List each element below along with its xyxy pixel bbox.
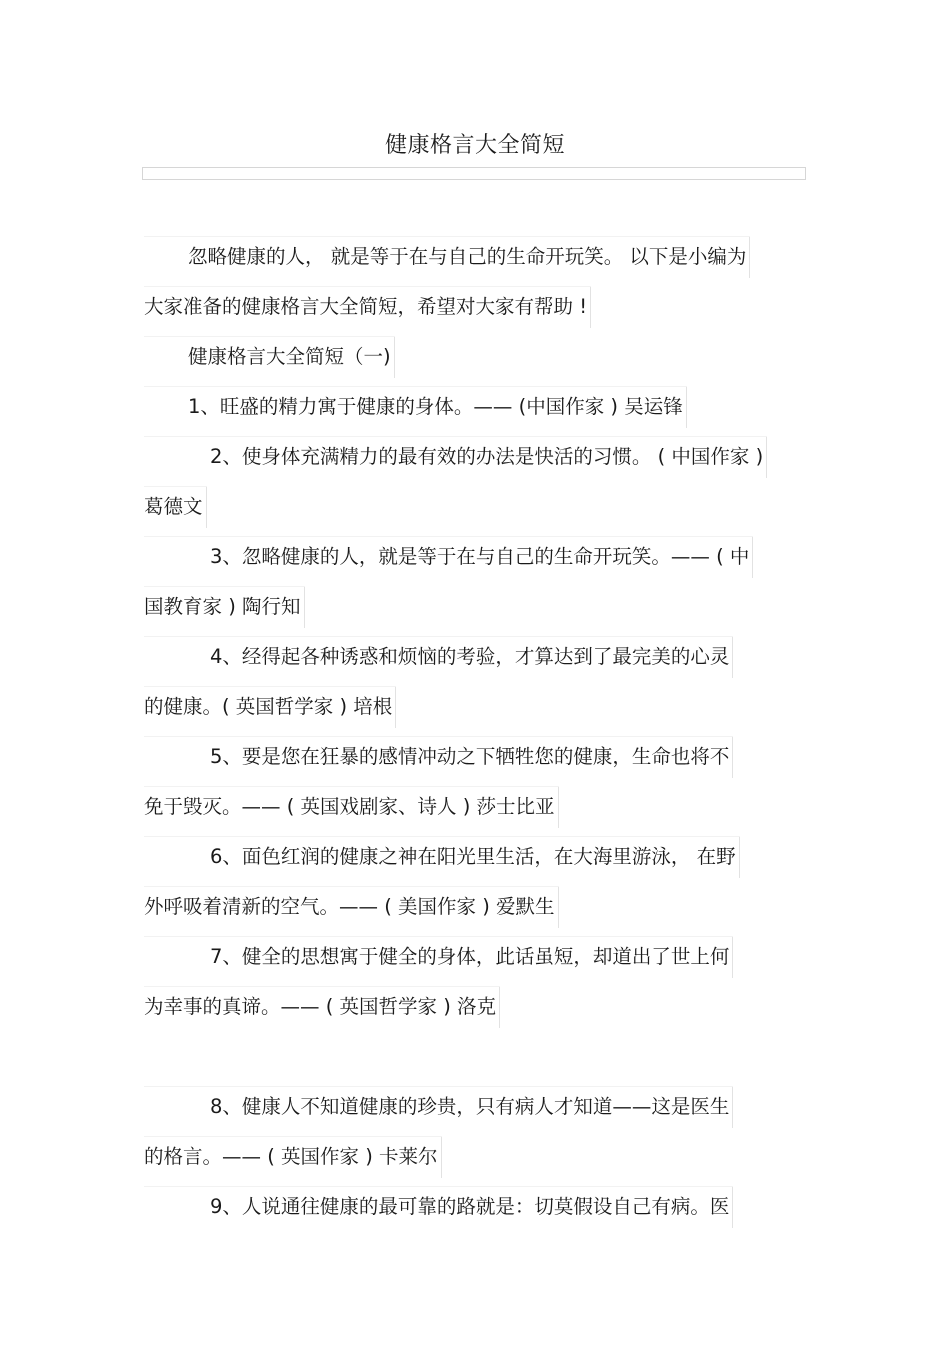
quote-line: 9、人说通往健康的最可靠的路就是：切莫假设自己有病。医 bbox=[144, 1182, 729, 1232]
quote-line: 6、面色红润的健康之神在阳光里生活，在大海里游泳， 在野 bbox=[144, 832, 736, 882]
quote-line: 5、要是您在狂暴的感情冲动之下牺牲您的健康，生命也将不 bbox=[144, 732, 729, 782]
quote-line: 3、忽略健康的人，就是等于在与自己的生命开玩笑。—— ( 中 bbox=[144, 532, 749, 582]
quote-line: 1、旺盛的精力寓于健康的身体。—— (中国作家 ) 吴运锋 bbox=[144, 382, 683, 432]
quote-line: 7、健全的思想寓于健全的身体，此话虽短，却道出了世上何 bbox=[144, 932, 729, 982]
quote-line: 外呼吸着清新的空气。—— ( 美国作家 ) 爱默生 bbox=[144, 882, 555, 932]
quote-line: 免于毁灭。—— ( 英国戏剧家、诗人 ) 莎士比亚 bbox=[144, 782, 555, 832]
intro-line-2: 大家准备的健康格言大全简短，希望对大家有帮助 ! bbox=[144, 282, 587, 332]
title-divider bbox=[142, 167, 806, 180]
page-title: 健康格言大全简短 bbox=[384, 133, 565, 158]
quote-line: 葛德文 bbox=[144, 482, 203, 532]
quote-line: 为幸事的真谛。—— ( 英国哲学家 ) 洛克 bbox=[144, 982, 496, 1032]
quote-line: 8、健康人不知道健康的珍贵，只有病人才知道——这是医生 bbox=[144, 1082, 729, 1132]
quote-line: 4、经得起各种诱惑和烦恼的考验，才算达到了最完美的心灵 bbox=[144, 632, 729, 682]
quote-line: 的格言。—— ( 英国作家 ) 卡莱尔 bbox=[144, 1132, 438, 1182]
quote-line: 的健康。( 英国哲学家 ) 培根 bbox=[144, 682, 392, 732]
intro-line-1: 忽略健康的人， 就是等于在与自己的生命开玩笑。 以下是小编为 bbox=[144, 232, 746, 282]
quote-line: 国教育家 ) 陶行知 bbox=[144, 582, 301, 632]
quote-line: 2、使身体充满精力的最有效的办法是快活的习惯。 ( 中国作家 ) bbox=[144, 432, 763, 482]
section-heading: 健康格言大全简短（一) bbox=[144, 332, 391, 382]
